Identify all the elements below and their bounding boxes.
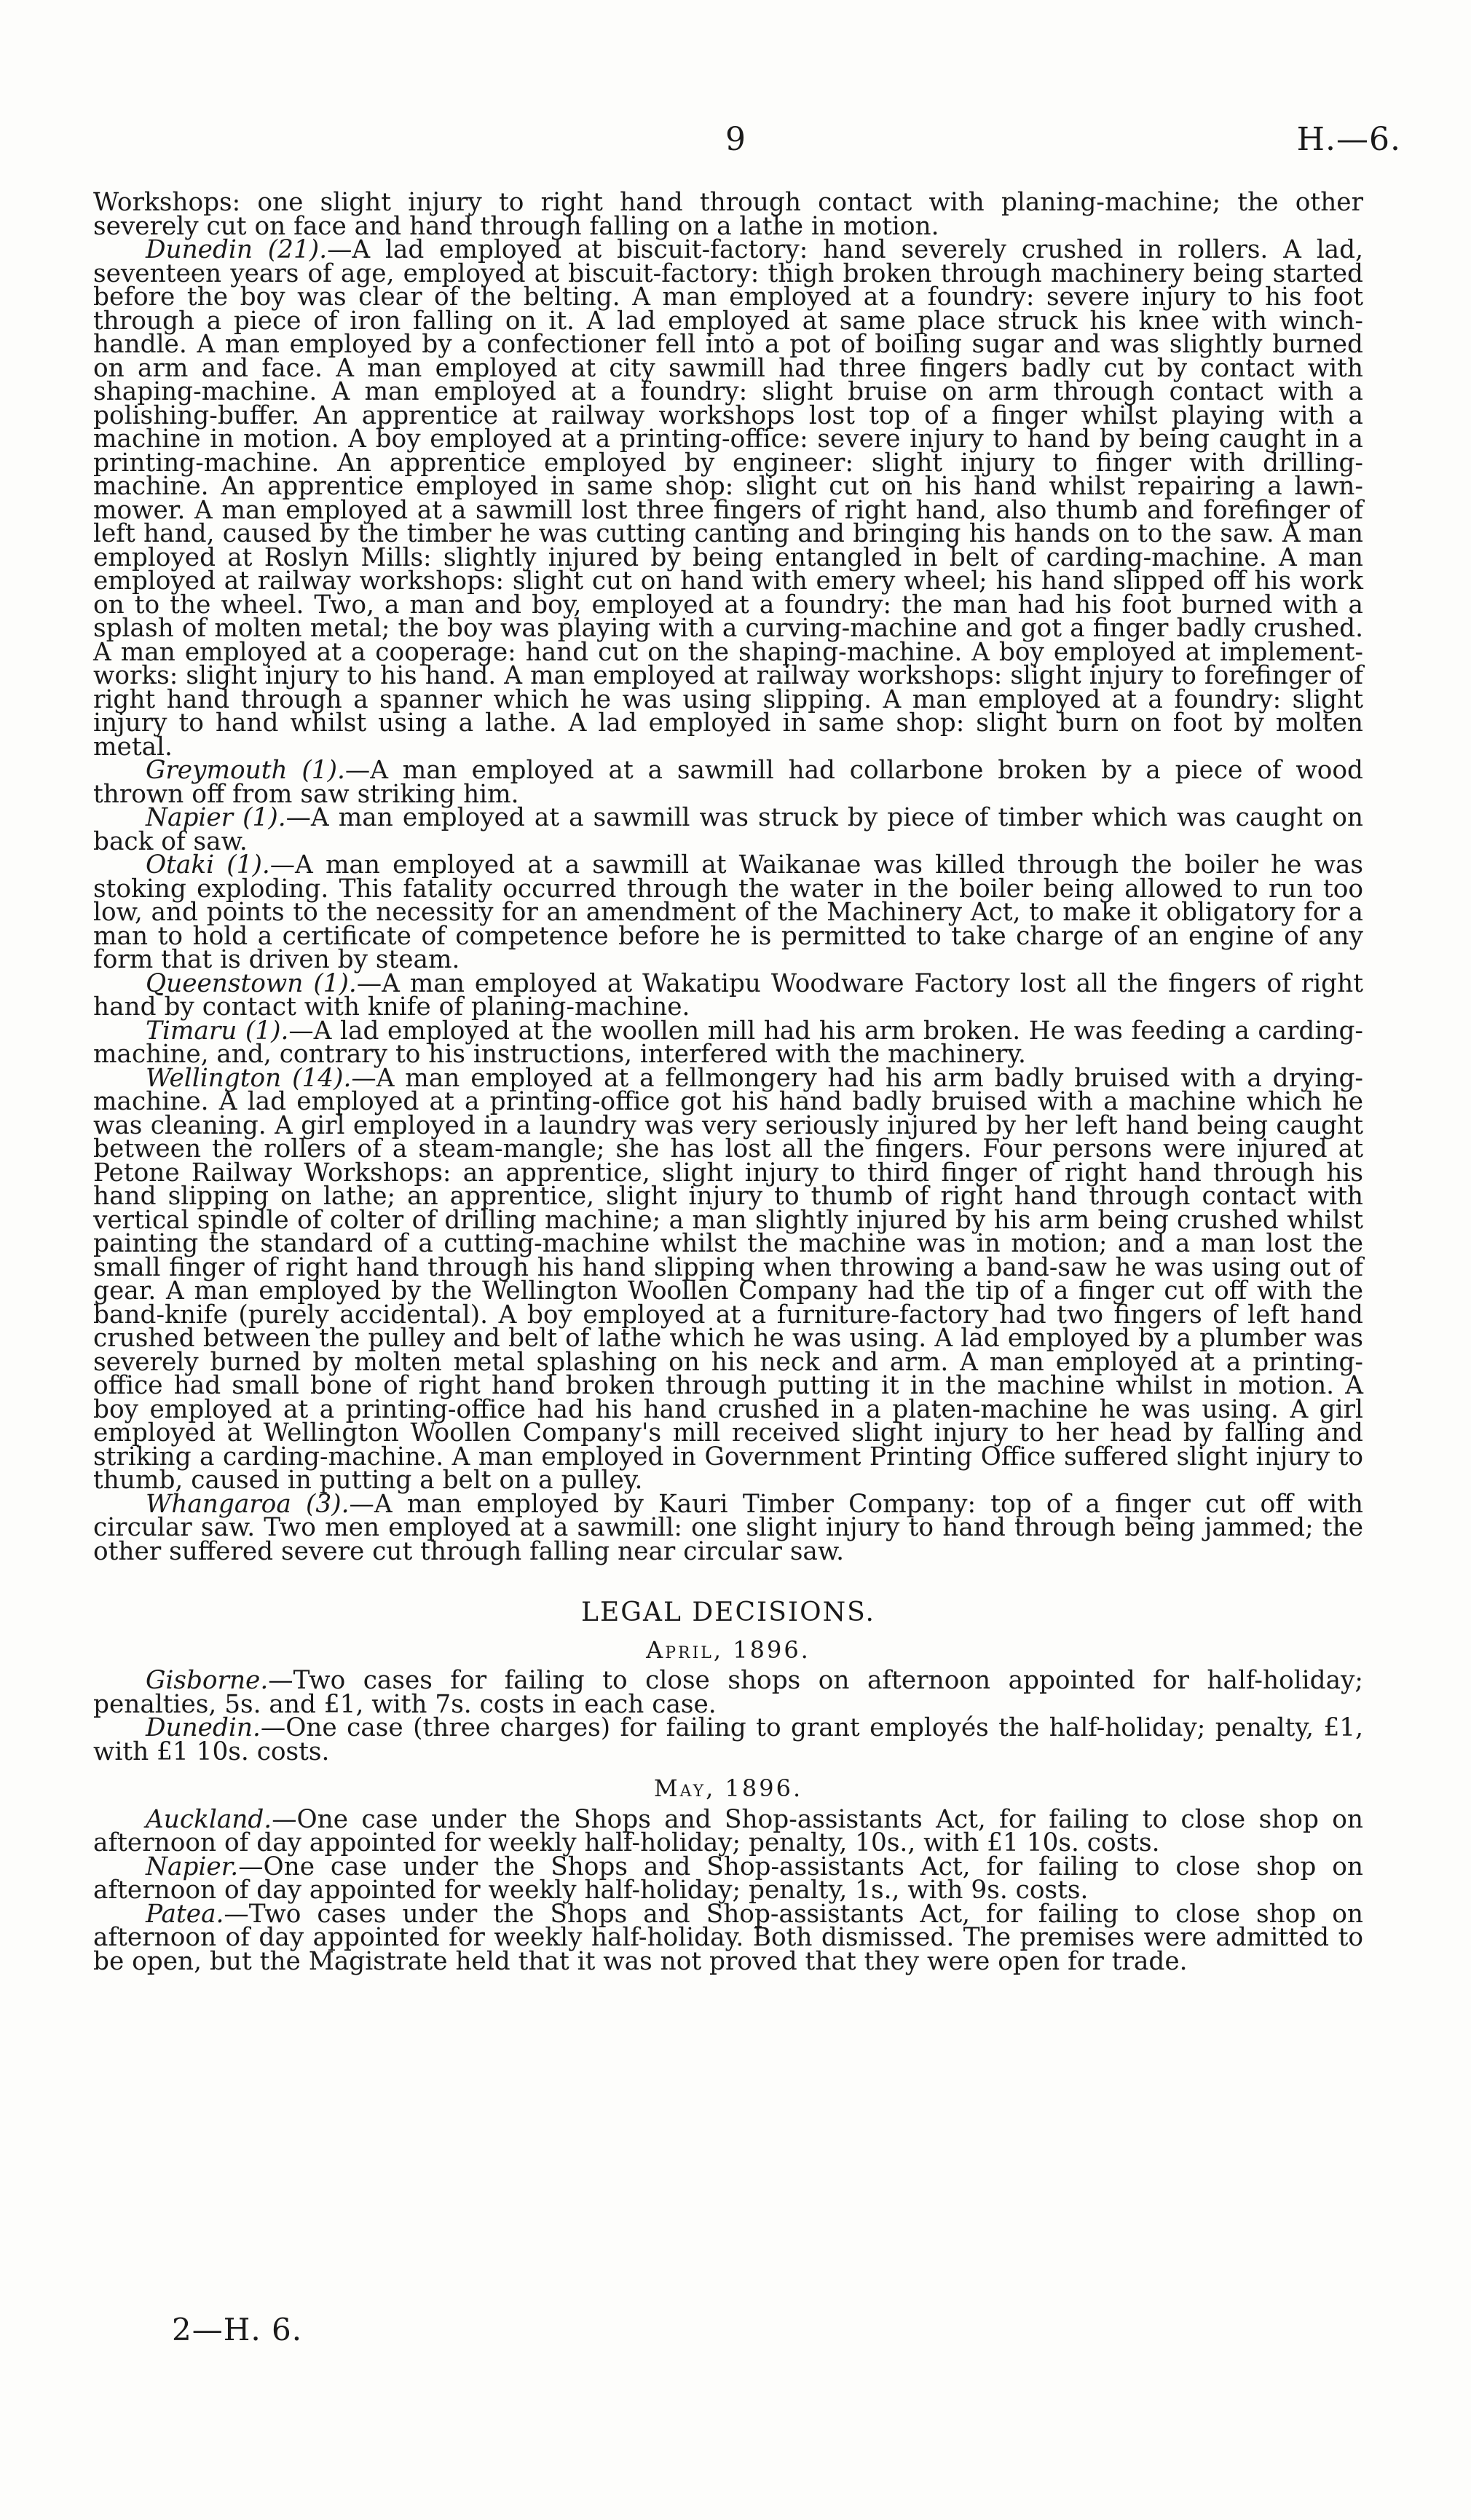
place-name: Napier. [146, 1852, 239, 1881]
section-heading-legal-decisions: LEGAL DECISIONS. [581, 1597, 875, 1627]
place-name: Gisborne. [146, 1666, 269, 1695]
entry-text: —A lad employed at the woollen mill had his arm broken. He was feeding a carding-machine, and, contrary to his instructions, interfered with the machinery. [93, 1016, 1363, 1069]
place-name: Patea. [146, 1899, 224, 1929]
decision-entry-napier [93, 1852, 1363, 1905]
entry-text: —A man employed at a sawmill at Waikanae was killed through the boiler he was stoking exploding. This fatality occurred through the water in the boiler being allowed to run too low, and points to the necessity for an amendment of the Machinery Act, to make it obligatory for a man to hold a certificate of competence before he is permitted to take charge of an engine of any form that is driven by steam. [93, 850, 1363, 974]
document-code: H.—6. [1296, 121, 1401, 158]
place-name: Timaru (1). [146, 1016, 289, 1046]
page-number: 9 [725, 121, 746, 158]
decision-entry-patea [93, 1899, 1363, 1976]
entry-text: —A man employed at a sawmill had collarbone broken by a piece of wood thrown off from saw striking him. [93, 756, 1363, 809]
accident-entry-dunedin [93, 235, 1363, 762]
opening-paragraph: Workshops: one slight injury to right hand through contact with planing-machine; the other severely cut on face and hand through falling on a lathe in motion. [93, 188, 1363, 241]
entry-text: —A man employed at a sawmill was struck by piece of timber which was caught on back of saw. [93, 803, 1363, 856]
entry-text: —One case under the Shops and Shop-assistants Act, for failing to close shop on afternoon of day appointed for weekly half-holiday; penalty, 1s., with 9s. costs. [93, 1852, 1363, 1905]
decision-entry-auckland [93, 1804, 1363, 1857]
entry-text: —Two cases under the Shops and Shop-assistants Act, for failing to close shop on afternoon of day appointed for weekly half-holiday. Both dismissed. The premises were admitted to be open, but the Magistrate held that it was not proved that they were open for trade. [93, 1899, 1363, 1976]
accident-entry-whangaroa [93, 1489, 1363, 1566]
decision-entry-gisborne [93, 1666, 1363, 1719]
decision-entry-dunedin [93, 1713, 1363, 1766]
entry-text: —One case under the Shops and Shop-assistants Act, for failing to close shop on afternoon of day appointed for weekly half-holiday; penalty, 10s., with £1 10s. costs. [93, 1804, 1363, 1857]
month-heading-april: April, 1896. [646, 1635, 811, 1664]
entry-text: —A lad employed at biscuit-factory: hand severely crushed in rollers. A lad, seventeen years of age, employed at biscuit-factory: thigh broken through machinery being started before the boy was clear of the belting. A man employed at a foundry: severe injury to his foot through a piece of iron falling on it. A lad employed at same place struck his knee with winch-handle. A man employed by a confectioner fell into a pot of boiling sugar and was slightly burned on arm and face. A man employed at city sawmill had three fingers badly cut by contact with shaping-machine. A man employed at a foundry: slight bruise on arm through contact with a polishing-buffer. An apprentice at railway workshops lost top of a finger whilst playing with a machine in motion. A boy employed at a printing-office: severe injury to hand by being caught in a printing-machine. An apprentice employed by engineer: slight injury to finger with drilling-machine. An apprentice employed in same shop: slight cut on his hand whilst repairing a lawn-mower. A man employed at a sawmill lost three fingers of right hand, also thumb and forefinger of left hand, caused by the timber he was cutting canting and bringing his hands on to the saw. A man employed at Roslyn Mills: slightly injured by being entangled in belt of carding-machine. A man employed at railway workshops: slight cut on hand with emery wheel; his hand slipped off his work on to the wheel. Two, a man and boy, employed at a foundry: the man had his foot burned with a splash of molten metal; the boy was playing with a curving-machine and got a finger badly crushed. A man employed at a cooperage: hand cut on the shaping-machine. A boy employed at implement-works: slight injury to his hand. A man employed at railway workshops: slight injury to forefinger of right hand through a spanner which he was using slipping. A man employed at a foundry: slight injury to hand whilst using a lathe. A lad employed in same shop: slight burn on foot by molten metal. [93, 235, 1363, 762]
accident-entry-otaki [93, 850, 1363, 974]
place-name: Auckland. [146, 1804, 272, 1834]
place-name: Queenstown (1). [146, 968, 357, 998]
entry-text: —Two cases for failing to close shops on afternoon appointed for half-holiday; penalties, 5s. and £1, with 7s. costs in each case. [93, 1666, 1363, 1719]
accident-entry-greymouth [93, 756, 1363, 809]
sheet-signature: 2—H. 6. [172, 2312, 303, 2347]
place-name: Napier (1). [146, 803, 286, 832]
entry-text: —A man employed at a fellmongery had his arm badly bruised with a drying-machine. A lad employed at a printing-office got his hand badly bruised with a machine which he was cleaning. A girl employed in a laundry was very seriously injured by her left hand being caught between the rollers of a steam-mangle; she has lost all the fingers. Four persons were injured at Petone Railway Workshops: an apprentice, slight injury to third finger of right hand through his hand slipping on lathe; an apprentice, slight injury to thumb of right hand through contact with vertical spindle of colter of drilling machine; a man slightly injured by his arm being crushed whilst painting the standard of a cutting-machine whilst the machine was in motion; and a man lost the small finger of right hand through his hand slipping when throwing a band-saw he was using out of gear. A man employed by the Wellington Woollen Company had the tip of a finger cut off with the band-knife (purely accidental). A boy employed at a furniture-factory had two fingers of left hand crushed between the pulley and belt of lathe which he was using. A lad employed by a plumber was severely burned by molten metal splashing on his neck and arm. A man employed at a printing-office had small bone of right hand broken through putting it in the machine whilst in motion. A boy employed at a printing-office had his hand crushed in a platen-machine he was using. A girl employed at Wellington Woollen Company's mill received slight injury to her head by falling and striking a carding-machine. A man employed in Government Printing Office suffered slight injury to thumb, caused in putting a belt on a pulley. [93, 1063, 1363, 1495]
accident-entry-timaru [93, 1016, 1363, 1069]
place-name: Dunedin. [146, 1713, 261, 1742]
month-heading-may: May, 1896. [653, 1774, 803, 1802]
entry-text: —A man employed at Wakatipu Woodware Factory lost all the fingers of right hand by contact with knife of planing-machine. [93, 968, 1363, 1022]
place-name: Otaki (1). [146, 850, 270, 880]
accident-entry-wellington [93, 1063, 1363, 1495]
body-text [93, 188, 1363, 1976]
place-name: Greymouth (1). [146, 756, 345, 785]
place-name: Wellington (14). [146, 1063, 352, 1093]
accident-entry-napier [93, 803, 1363, 856]
place-name: Dunedin (21). [146, 235, 328, 264]
entry-text: —A man employed by Kauri Timber Company: top of a finger cut off with circular saw. Two men employed at a sawmill: one slight injury to hand through being jammed; the other suffered severe cut through falling near circular saw. [93, 1489, 1363, 1566]
place-name: Whangaroa (3). [146, 1489, 350, 1519]
entry-text: —One case (three charges) for failing to grant employés the half-holiday; penalty, £1, with £1 10s. costs. [93, 1713, 1363, 1766]
accident-entry-queenstown [93, 968, 1363, 1022]
